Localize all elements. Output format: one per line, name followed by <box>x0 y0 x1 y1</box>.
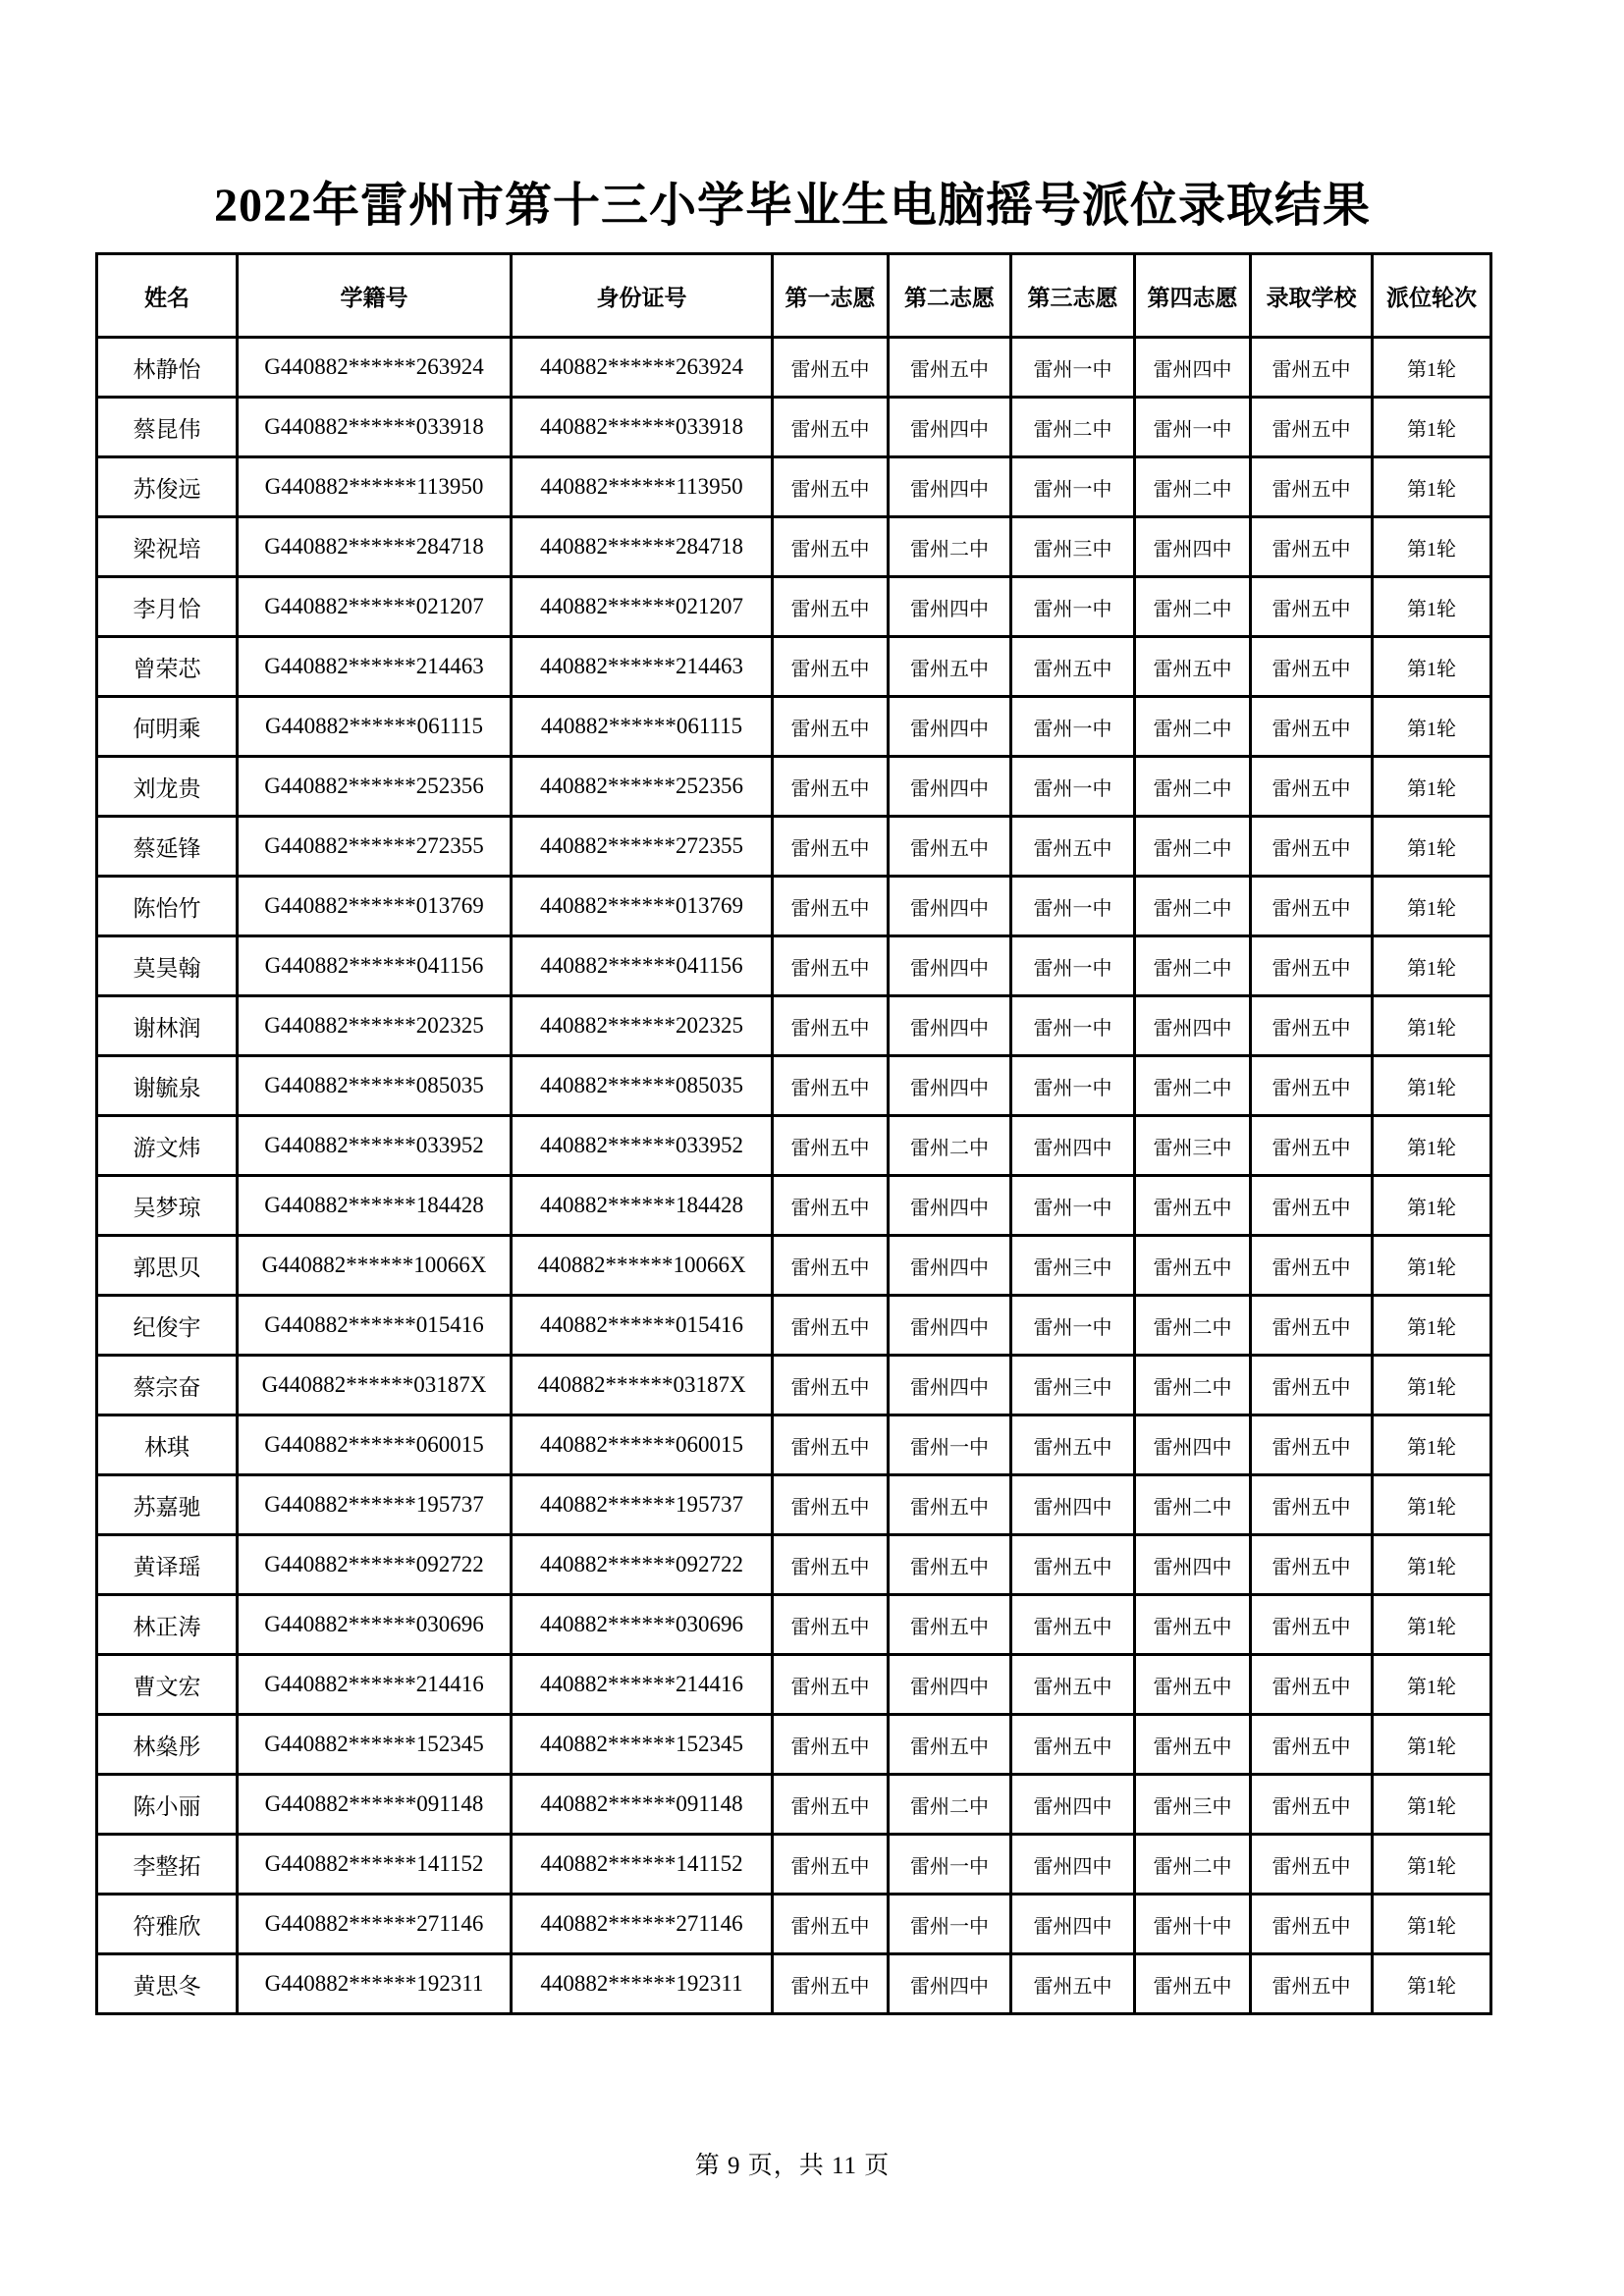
table-cell: G440882******030696 <box>238 1595 512 1655</box>
table-cell: 雷州四中 <box>1011 1895 1135 1954</box>
table-cell: 雷州五中 <box>773 936 889 996</box>
table-cell: G440882******263924 <box>238 338 512 398</box>
table-cell: 雷州二中 <box>1135 1056 1251 1116</box>
table-cell: 雷州五中 <box>889 1715 1011 1775</box>
table-cell: 第1轮 <box>1373 757 1491 817</box>
table-cell: 雷州一中 <box>1135 398 1251 457</box>
table-cell: 雷州五中 <box>1251 1835 1373 1895</box>
table-cell: 雷州五中 <box>773 1715 889 1775</box>
table-row <box>97 697 1491 757</box>
table-cell: 刘龙贵 <box>97 757 238 817</box>
table-cell: 第1轮 <box>1373 1116 1491 1176</box>
table-cell: 雷州五中 <box>1135 1595 1251 1655</box>
table-cell: 雷州五中 <box>1251 1895 1373 1954</box>
table-cell: 雷州四中 <box>889 1236 1011 1296</box>
header-cell-choice-4: 第四志愿 <box>1135 254 1251 338</box>
table-cell: 第1轮 <box>1373 1595 1491 1655</box>
table-cell: 谢毓泉 <box>97 1056 238 1116</box>
table-cell: 雷州二中 <box>889 1116 1011 1176</box>
table-cell: 雷州五中 <box>773 817 889 877</box>
table-cell: 雷州四中 <box>889 936 1011 996</box>
table-cell: 雷州四中 <box>1011 1116 1135 1176</box>
table-cell: G440882******272355 <box>238 817 512 877</box>
table-cell: 440882******141152 <box>512 1835 773 1895</box>
table-cell: 第1轮 <box>1373 877 1491 936</box>
table-cell: 第1轮 <box>1373 577 1491 637</box>
table-row <box>97 637 1491 697</box>
table-cell: 440882******284718 <box>512 517 773 577</box>
table-row <box>97 517 1491 577</box>
table-cell: 雷州二中 <box>889 1775 1011 1835</box>
table-cell: 440882******195737 <box>512 1475 773 1535</box>
table-cell: 雷州五中 <box>1011 1954 1135 2014</box>
table-cell: 第1轮 <box>1373 1535 1491 1595</box>
table-cell: 雷州五中 <box>1251 1954 1373 2014</box>
table-cell: G440882******141152 <box>238 1835 512 1895</box>
table-cell: 雷州五中 <box>1251 1655 1373 1715</box>
table-cell: G440882******041156 <box>238 936 512 996</box>
table-cell: 第1轮 <box>1373 1954 1491 2014</box>
table-cell: 雷州五中 <box>1251 1415 1373 1475</box>
table-cell: G440882******013769 <box>238 877 512 936</box>
table-cell: G440882******214463 <box>238 637 512 697</box>
table-cell: 雷州四中 <box>1135 1535 1251 1595</box>
table-cell: 雷州五中 <box>773 996 889 1056</box>
table-cell: 雷州五中 <box>1251 1595 1373 1655</box>
table-row <box>97 1176 1491 1236</box>
table-cell: G440882******152345 <box>238 1715 512 1775</box>
table-cell: 第1轮 <box>1373 1775 1491 1835</box>
table-cell: 雷州四中 <box>889 1655 1011 1715</box>
table-cell: G440882******033952 <box>238 1116 512 1176</box>
table-cell: 雷州二中 <box>1011 398 1135 457</box>
table-cell: 雷州五中 <box>1251 1116 1373 1176</box>
table-cell: 雷州五中 <box>773 1056 889 1116</box>
table-cell: G440882******192311 <box>238 1954 512 2014</box>
table-cell: 440882******021207 <box>512 577 773 637</box>
table-cell: 陈怡竹 <box>97 877 238 936</box>
table-cell: 黄思冬 <box>97 1954 238 2014</box>
table-cell: 雷州五中 <box>773 457 889 517</box>
table-cell: 雷州四中 <box>889 577 1011 637</box>
table-cell: 蔡延锋 <box>97 817 238 877</box>
table-cell: 雷州五中 <box>773 757 889 817</box>
header-cell-admitted-school: 录取学校 <box>1251 254 1373 338</box>
table-cell: 雷州五中 <box>1251 996 1373 1056</box>
table-cell: 雷州二中 <box>1135 936 1251 996</box>
table-cell: 440882******202325 <box>512 996 773 1056</box>
table-row <box>97 1415 1491 1475</box>
table-cell: 雷州五中 <box>1011 1655 1135 1715</box>
table-cell: 雷州五中 <box>773 1356 889 1415</box>
table-cell: G440882******284718 <box>238 517 512 577</box>
table-cell: 第1轮 <box>1373 1715 1491 1775</box>
table-cell: 440882******252356 <box>512 757 773 817</box>
table-row <box>97 398 1491 457</box>
table-cell: 雷州四中 <box>1135 996 1251 1056</box>
table-cell: 440882******10066X <box>512 1236 773 1296</box>
header-cell-choice-1: 第一志愿 <box>773 254 889 338</box>
table-cell: 雷州二中 <box>889 517 1011 577</box>
table-cell: 雷州五中 <box>773 1415 889 1475</box>
table-cell: 第1轮 <box>1373 457 1491 517</box>
table-row <box>97 1535 1491 1595</box>
table-body <box>97 338 1491 2014</box>
table-cell: 雷州五中 <box>1251 1236 1373 1296</box>
table-cell: 雷州五中 <box>1251 1356 1373 1415</box>
table-cell: 郭思贝 <box>97 1236 238 1296</box>
table-cell: G440882******033918 <box>238 398 512 457</box>
table-cell: 雷州四中 <box>889 398 1011 457</box>
table-cell: 雷州四中 <box>1135 1415 1251 1475</box>
table-cell: 第1轮 <box>1373 398 1491 457</box>
table-cell: 雷州五中 <box>1251 1775 1373 1835</box>
table-row <box>97 1895 1491 1954</box>
table-cell: 雷州五中 <box>1011 1595 1135 1655</box>
table-cell: 雷州五中 <box>1251 1475 1373 1535</box>
table-cell: 雷州五中 <box>1011 1415 1135 1475</box>
table-cell: 符雅欣 <box>97 1895 238 1954</box>
table-cell: 雷州二中 <box>1135 1296 1251 1356</box>
table-cell: 雷州一中 <box>1011 697 1135 757</box>
table-cell: 雷州四中 <box>1011 1775 1135 1835</box>
table-cell: 440882******214463 <box>512 637 773 697</box>
table-cell: 雷州五中 <box>1011 1535 1135 1595</box>
table-cell: 何明乘 <box>97 697 238 757</box>
table-cell: 雷州五中 <box>1251 697 1373 757</box>
table-cell: 第1轮 <box>1373 697 1491 757</box>
table-row <box>97 1116 1491 1176</box>
table-cell: 雷州五中 <box>1251 1056 1373 1116</box>
header-cell-round: 派位轮次 <box>1373 254 1491 338</box>
table-cell: 雷州五中 <box>773 1595 889 1655</box>
table-cell: 雷州一中 <box>1011 1056 1135 1116</box>
table-cell: 蔡宗奋 <box>97 1356 238 1415</box>
table-cell: 雷州五中 <box>1251 577 1373 637</box>
table-cell: 雷州二中 <box>1135 1475 1251 1535</box>
table-cell: 雷州五中 <box>1251 517 1373 577</box>
table-cell: 雷州十中 <box>1135 1895 1251 1954</box>
table-cell: G440882******113950 <box>238 457 512 517</box>
table-cell: 雷州一中 <box>1011 577 1135 637</box>
table-cell: 第1轮 <box>1373 1835 1491 1895</box>
table-cell: 雷州一中 <box>889 1835 1011 1895</box>
table-cell: 林静怡 <box>97 338 238 398</box>
table-cell: 第1轮 <box>1373 1415 1491 1475</box>
table-cell: G440882******092722 <box>238 1535 512 1595</box>
table-cell: 陈小丽 <box>97 1775 238 1835</box>
table-cell: 第1轮 <box>1373 1475 1491 1535</box>
table-cell: 雷州五中 <box>773 1835 889 1895</box>
table-cell: 梁祝培 <box>97 517 238 577</box>
table-row <box>97 1595 1491 1655</box>
table-cell: 林琪 <box>97 1415 238 1475</box>
table-cell: G440882******061115 <box>238 697 512 757</box>
table-cell: 雷州三中 <box>1011 1356 1135 1415</box>
table-cell: 雷州五中 <box>773 877 889 936</box>
table-cell: 第1轮 <box>1373 1356 1491 1415</box>
table-cell: 440882******085035 <box>512 1056 773 1116</box>
table-cell: G440882******021207 <box>238 577 512 637</box>
table-cell: 雷州五中 <box>773 1775 889 1835</box>
table-cell: 雷州二中 <box>1135 697 1251 757</box>
table-cell: 雷州五中 <box>773 1236 889 1296</box>
table-cell: 440882******152345 <box>512 1715 773 1775</box>
table-row <box>97 757 1491 817</box>
table-row <box>97 817 1491 877</box>
table-cell: 雷州四中 <box>1011 1475 1135 1535</box>
table-cell: 雷州四中 <box>889 1954 1011 2014</box>
table-cell: G440882******015416 <box>238 1296 512 1356</box>
table-cell: 雷州四中 <box>1135 517 1251 577</box>
table-cell: 雷州二中 <box>1135 457 1251 517</box>
table-header <box>97 254 1491 338</box>
table-cell: 雷州一中 <box>1011 338 1135 398</box>
table-cell: 雷州五中 <box>773 1954 889 2014</box>
table-cell: 雷州五中 <box>889 1475 1011 1535</box>
table-cell: 雷州一中 <box>889 1895 1011 1954</box>
table-cell: 雷州一中 <box>1011 757 1135 817</box>
header-cell-student-id: 学籍号 <box>238 254 512 338</box>
table-cell: 黄译瑶 <box>97 1535 238 1595</box>
table-cell: 雷州五中 <box>1251 1176 1373 1236</box>
table-cell: 雷州二中 <box>1135 817 1251 877</box>
table-cell: 雷州五中 <box>1135 1655 1251 1715</box>
table-cell: 林正涛 <box>97 1595 238 1655</box>
table-cell: 雷州五中 <box>1011 1715 1135 1775</box>
table-cell: 雷州五中 <box>773 637 889 697</box>
table-cell: 雷州二中 <box>1135 877 1251 936</box>
table-cell: 雷州四中 <box>889 697 1011 757</box>
table-cell: 雷州二中 <box>1135 757 1251 817</box>
table-cell: 莫昊翰 <box>97 936 238 996</box>
table-cell: 雷州五中 <box>889 1595 1011 1655</box>
table-cell: 雷州五中 <box>1135 1715 1251 1775</box>
table-cell: 第1轮 <box>1373 1296 1491 1356</box>
table-cell: 雷州四中 <box>889 1176 1011 1236</box>
table-cell: 游文炜 <box>97 1116 238 1176</box>
table-row <box>97 936 1491 996</box>
table-cell: 440882******013769 <box>512 877 773 936</box>
table-cell: 第1轮 <box>1373 1895 1491 1954</box>
table-row <box>97 1835 1491 1895</box>
table-cell: G440882******271146 <box>238 1895 512 1954</box>
table-cell: 第1轮 <box>1373 338 1491 398</box>
table-cell: 440882******091148 <box>512 1775 773 1835</box>
table-cell: 雷州五中 <box>773 1655 889 1715</box>
table-cell: 雷州五中 <box>889 1535 1011 1595</box>
table-cell: 440882******271146 <box>512 1895 773 1954</box>
table-cell: 雷州四中 <box>889 757 1011 817</box>
table-cell: 雷州一中 <box>1011 457 1135 517</box>
table-cell: 雷州二中 <box>1135 1356 1251 1415</box>
table-cell: 雷州五中 <box>773 1475 889 1535</box>
table-row <box>97 996 1491 1056</box>
table-cell: 曹文宏 <box>97 1655 238 1715</box>
table-cell: 雷州五中 <box>889 338 1011 398</box>
table-cell: 雷州五中 <box>1251 338 1373 398</box>
table-row <box>97 1715 1491 1775</box>
table-cell: 雷州四中 <box>889 457 1011 517</box>
table-cell: 雷州四中 <box>889 996 1011 1056</box>
table-cell: 440882******033952 <box>512 1116 773 1176</box>
table-cell: 纪俊宇 <box>97 1296 238 1356</box>
table-cell: 雷州五中 <box>773 1535 889 1595</box>
table-cell: 李月恰 <box>97 577 238 637</box>
table-cell: 雷州三中 <box>1135 1116 1251 1176</box>
table-cell: 雷州五中 <box>889 637 1011 697</box>
table-cell: 第1轮 <box>1373 936 1491 996</box>
table-cell: 第1轮 <box>1373 517 1491 577</box>
table-cell: 苏俊远 <box>97 457 238 517</box>
table-cell: G440882******10066X <box>238 1236 512 1296</box>
table-cell: 第1轮 <box>1373 1056 1491 1116</box>
table-cell: 440882******033918 <box>512 398 773 457</box>
table-cell: 雷州五中 <box>1251 877 1373 936</box>
header-cell-choice-3: 第三志愿 <box>1011 254 1135 338</box>
table-cell: 雷州五中 <box>1251 398 1373 457</box>
table-cell: G440882******085035 <box>238 1056 512 1116</box>
table-cell: 雷州五中 <box>1135 1954 1251 2014</box>
table-cell: 雷州五中 <box>773 1296 889 1356</box>
table-cell: 雷州五中 <box>773 1116 889 1176</box>
table-cell: 440882******184428 <box>512 1176 773 1236</box>
table-cell: 谢林润 <box>97 996 238 1056</box>
table-cell: 雷州一中 <box>1011 877 1135 936</box>
table-cell: 雷州五中 <box>773 398 889 457</box>
header-cell-choice-2: 第二志愿 <box>889 254 1011 338</box>
table-cell: 第1轮 <box>1373 1655 1491 1715</box>
table-cell: 雷州一中 <box>1011 996 1135 1056</box>
table-cell: 雷州五中 <box>1251 457 1373 517</box>
table-cell: 雷州五中 <box>1251 637 1373 697</box>
table-cell: 雷州五中 <box>773 697 889 757</box>
table-cell: 440882******03187X <box>512 1356 773 1415</box>
table-cell: G440882******252356 <box>238 757 512 817</box>
table-row <box>97 338 1491 398</box>
table-cell: 雷州五中 <box>1251 1296 1373 1356</box>
table-cell: 蔡昆伟 <box>97 398 238 457</box>
table-row <box>97 1775 1491 1835</box>
table-cell: 雷州五中 <box>1251 817 1373 877</box>
header-cell-name: 姓名 <box>97 254 238 338</box>
table-cell: 雷州五中 <box>773 338 889 398</box>
table-cell: 440882******060015 <box>512 1415 773 1475</box>
table-cell: 440882******113950 <box>512 457 773 517</box>
table-cell: 440882******015416 <box>512 1296 773 1356</box>
table-cell: 李整拓 <box>97 1835 238 1895</box>
table-cell: 第1轮 <box>1373 996 1491 1056</box>
table-row <box>97 457 1491 517</box>
table-cell: G440882******195737 <box>238 1475 512 1535</box>
table-cell: 曾荣芯 <box>97 637 238 697</box>
table-cell: 440882******263924 <box>512 338 773 398</box>
table-cell: G440882******214416 <box>238 1655 512 1715</box>
table-cell: 雷州四中 <box>889 1296 1011 1356</box>
table-cell: 吴梦琼 <box>97 1176 238 1236</box>
table-cell: 第1轮 <box>1373 637 1491 697</box>
table-cell: 苏嘉驰 <box>97 1475 238 1535</box>
table-cell: G440882******202325 <box>238 996 512 1056</box>
table-row <box>97 877 1491 936</box>
table-cell: 雷州三中 <box>1011 1236 1135 1296</box>
table-cell: 440882******041156 <box>512 936 773 996</box>
table-cell: 雷州五中 <box>1251 1715 1373 1775</box>
table-cell: 440882******061115 <box>512 697 773 757</box>
table-cell: 雷州五中 <box>1251 757 1373 817</box>
table-row <box>97 1954 1491 2014</box>
page-footer: 第 9 页，共 11 页 <box>694 2153 891 2179</box>
table-cell: 第1轮 <box>1373 817 1491 877</box>
table-cell: 雷州一中 <box>889 1415 1011 1475</box>
table-cell: 雷州五中 <box>773 517 889 577</box>
table-cell: 雷州五中 <box>1011 637 1135 697</box>
table-row <box>97 1056 1491 1116</box>
table-cell: 440882******272355 <box>512 817 773 877</box>
table-cell: G440882******091148 <box>238 1775 512 1835</box>
table-cell: 雷州一中 <box>1011 1296 1135 1356</box>
table-cell: 雷州四中 <box>889 1056 1011 1116</box>
table-cell: 440882******030696 <box>512 1595 773 1655</box>
table-cell: 雷州二中 <box>1135 577 1251 637</box>
table-cell: 440882******092722 <box>512 1535 773 1595</box>
table-cell: 雷州五中 <box>773 1176 889 1236</box>
table-row <box>97 1356 1491 1415</box>
table-cell: 雷州三中 <box>1011 517 1135 577</box>
table-cell: 雷州五中 <box>889 817 1011 877</box>
table-cell: 雷州四中 <box>889 1356 1011 1415</box>
results-table <box>95 252 1492 2015</box>
table-cell: 雷州五中 <box>1251 936 1373 996</box>
table-cell: 440882******214416 <box>512 1655 773 1715</box>
table-row <box>97 1236 1491 1296</box>
header-row <box>97 254 1491 338</box>
table-cell: 第1轮 <box>1373 1176 1491 1236</box>
table-row <box>97 577 1491 637</box>
header-cell-id-number: 身份证号 <box>512 254 773 338</box>
table-cell: 雷州二中 <box>1135 1835 1251 1895</box>
table-cell: 雷州三中 <box>1135 1775 1251 1835</box>
table-cell: 雷州一中 <box>1011 1176 1135 1236</box>
table-row <box>97 1655 1491 1715</box>
table-cell: 雷州五中 <box>1135 637 1251 697</box>
table-cell: 雷州五中 <box>1251 1535 1373 1595</box>
table-cell: 440882******192311 <box>512 1954 773 2014</box>
table-cell: 雷州四中 <box>1135 338 1251 398</box>
table-cell: G440882******060015 <box>238 1415 512 1475</box>
table-cell: 林燊彤 <box>97 1715 238 1775</box>
table-cell: G440882******184428 <box>238 1176 512 1236</box>
page-title: 2022年雷州市第十三小学毕业生电脑摇号派位录取结果 <box>213 180 1371 232</box>
table-row <box>97 1296 1491 1356</box>
table-cell: 雷州五中 <box>1135 1236 1251 1296</box>
table-cell: 雷州五中 <box>773 1895 889 1954</box>
table-cell: 雷州四中 <box>889 877 1011 936</box>
table-cell: 雷州五中 <box>1135 1176 1251 1236</box>
table-row <box>97 1475 1491 1535</box>
table-cell: 第1轮 <box>1373 1236 1491 1296</box>
table-cell: 雷州一中 <box>1011 936 1135 996</box>
table-cell: 雷州五中 <box>1011 817 1135 877</box>
table-cell: G440882******03187X <box>238 1356 512 1415</box>
table-cell: 雷州四中 <box>1011 1835 1135 1895</box>
table-cell: 雷州五中 <box>773 577 889 637</box>
